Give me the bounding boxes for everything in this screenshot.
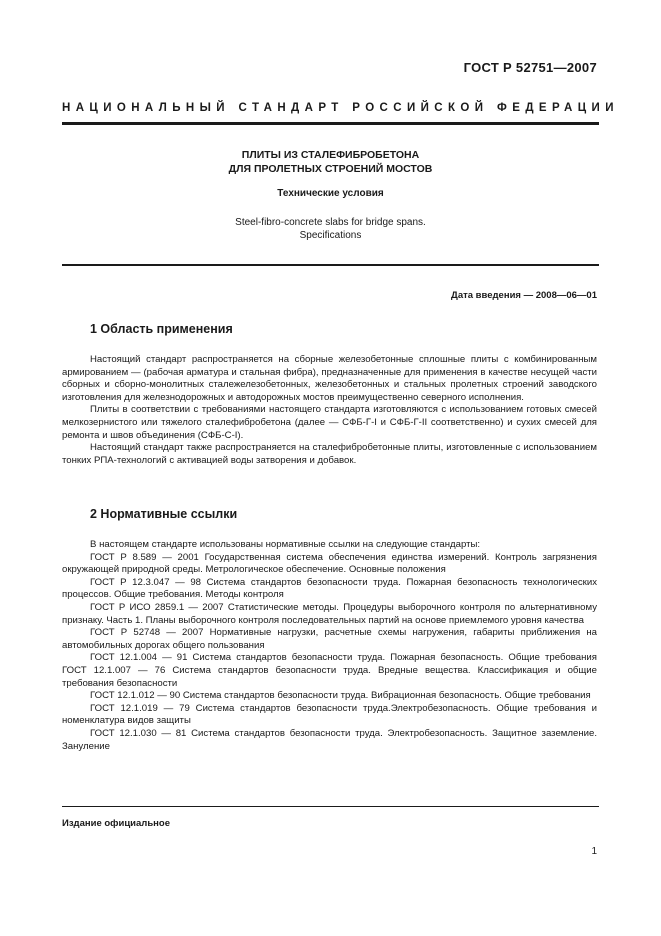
english-title-line-2: Specifications [299, 230, 362, 241]
reference-item: ГОСТ Р ИСО 2859.1 — 2007 Статистические методы. Процедуры выборочного контроля по альтернативному признаку. Часть 1. Планы выборочного контроля последовательных партий на основе приемлемого уровня качества [62, 601, 597, 626]
header-divider [62, 122, 599, 125]
section-scope [62, 322, 597, 467]
reference-item: ГОСТ Р 12.3.047 — 98 Система стандартов безопасности труда. Пожарная безопасность технологических процессов. Общие требования. Методы контроля [62, 576, 597, 601]
section-normative-references [62, 507, 597, 753]
standard-code: ГОСТ Р 52751—2007 [463, 60, 597, 75]
reference-item: ГОСТ Р 52748 — 2007 Нормативные нагрузки, расчетные схемы нагружения, габариты приближения на автомобильных дорогах общего пользования [62, 627, 597, 651]
paragraph: Плиты в соответствии с требованиями настоящего стандарта изготовляются с использованием готовых смесей мелкозернистого или тяжелого сталефибробетона (далее — СФБ-Г-I и СФБ-Г-II соответственно) и сухих смесей для ремонта и швов объединения (СФБ-С-I). [62, 404, 597, 441]
document-subtitle: Технические условия [277, 188, 384, 199]
title-line-2: ДЛЯ ПРОЛЕТНЫХ СТРОЕНИЙ МОСТОВ [228, 163, 433, 175]
paragraph: Настоящий стандарт распространяется на сборные железобетонные сплошные плиты с комбинированным армированием — (рабочая арматура и стальная фибра), предназначенные для применения в качестве несущей части сборных и сборно-монолитных сталежелезобетонных, железобетонных и стальных пролетных строений заводского изготовления для железнодорожных и автодорожных мостов преимущественно северного исполнения. [62, 354, 597, 403]
paragraph: Настоящий стандарт также распространяется на сталефибробетонные плиты, изготовленные с использованием тонких РПА-технологий с активацией воды затворения и добавок. [62, 442, 597, 466]
section-heading: 2 Нормативные ссылки [90, 507, 238, 521]
english-title-line-1: Steel-fibro-concrete slabs for bridge spans. [235, 217, 426, 228]
national-standard-banner: НАЦИОНАЛЬНЫЙ СТАНДАРТ РОССИЙСКОЙ ФЕДЕРАЦИИ [62, 102, 619, 114]
reference-item: ГОСТ 12.1.030 — 81 Система стандартов безопасности труда. Электробезопасность. Защитное заземление. Зануление [62, 727, 597, 752]
footer-divider [62, 806, 599, 807]
title-line-1: ПЛИТЫ ИЗ СТАЛЕФИБРОБЕТОНА [241, 149, 420, 161]
title-divider [62, 264, 599, 266]
official-edition-label: Издание официальное [62, 818, 170, 829]
reference-item: ГОСТ 12.1.012 — 90 Система стандартов безопасности труда. Вибрационная безопасность. Общие требования [90, 690, 591, 702]
page-number: 1 [591, 846, 597, 857]
paragraph: В настоящем стандарте использованы нормативные ссылки на следующие стандарты: [90, 539, 481, 550]
reference-item: ГОСТ 12.1.019 — 79 Система стандартов безопасности труда.Электробезопасность. Общие требования и номенклатура видов защиты [62, 702, 597, 727]
section-heading: 1 Область применения [90, 322, 233, 336]
english-title [0, 216, 661, 242]
reference-item: ГОСТ Р 8.589 — 2001 Государственная система обеспечения единства измерений. Контроль загрязнения окружающей природной среды. Метрологическое обеспечение. Основные положения [62, 551, 597, 576]
document-title [0, 148, 661, 176]
reference-item: ГОСТ 12.1.004 — 91 Система стандартов безопасности труда. Пожарная безопасность. Общие требования ГОСТ 12.1.007 — 76 Система стандартов безопасности труда. Вредные вещества. Классификация и общие требования безопасности [62, 652, 597, 689]
introduction-date: Дата введения — 2008—06—01 [451, 290, 597, 301]
